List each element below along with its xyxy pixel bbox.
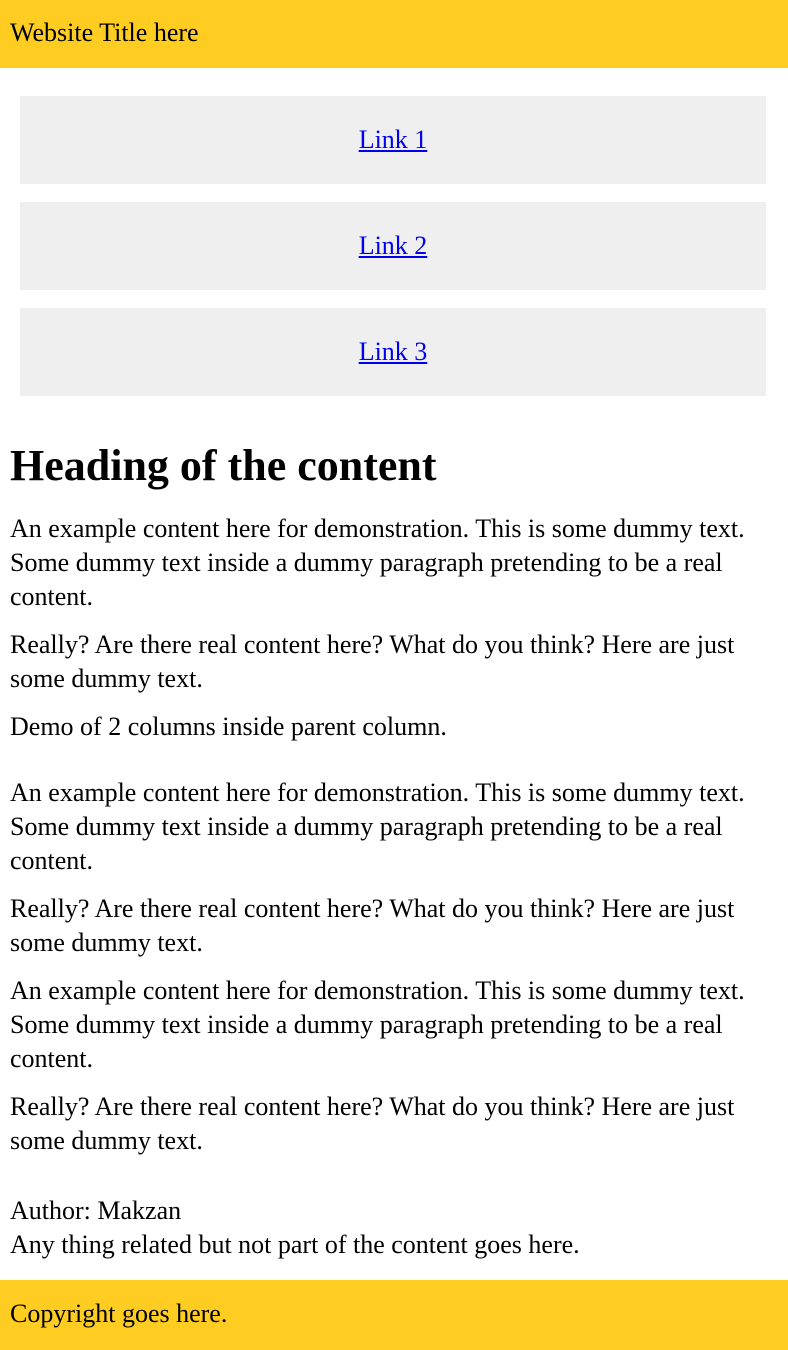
column-paragraph: Really? Are there real content here? What do you think? Here are just some dummy text. (10, 1092, 735, 1155)
site-footer (0, 1280, 788, 1350)
column-paragraph: Really? Are there real content here? What do you think? Here are just some dummy text. (10, 894, 735, 957)
nav-link-2[interactable]: Link 2 (358, 231, 428, 260)
aside-note: Any thing related but not part of the content goes here. (10, 1230, 580, 1259)
column-2 (10, 974, 762, 1158)
site-header (0, 0, 788, 68)
sidebar-aside (10, 1194, 762, 1262)
column-paragraph: An example content here for demonstration. This is some dummy text. Some dummy text inside a dummy paragraph pretending to be a real content. (10, 976, 745, 1073)
content-paragraph: An example content here for demonstration. This is some dummy text. Some dummy text inside a dummy paragraph pretending to be a real content. (10, 514, 745, 611)
columns-demo-note: Demo of 2 columns inside parent column. (10, 712, 447, 741)
author-line: Author: Makzan (10, 1196, 182, 1225)
column-1 (10, 776, 762, 960)
site-title: Website Title here (10, 18, 199, 47)
nav-link-1[interactable]: Link 1 (358, 125, 428, 154)
nav-link-3[interactable]: Link 3 (358, 337, 428, 366)
content-heading: Heading of the content (10, 441, 437, 490)
column-paragraph: An example content here for demonstration. This is some dummy text. Some dummy text inside a dummy paragraph pretending to be a real content. (10, 778, 745, 875)
nav-item-link-1 (20, 96, 766, 184)
copyright-text: Copyright goes here. (10, 1299, 228, 1328)
main-content (10, 440, 762, 1172)
main-nav (20, 96, 766, 414)
nav-item-link-2 (20, 202, 766, 290)
nav-item-link-3 (20, 308, 766, 396)
content-paragraph: Really? Are there real content here? What do you think? Here are just some dummy text. (10, 630, 735, 693)
